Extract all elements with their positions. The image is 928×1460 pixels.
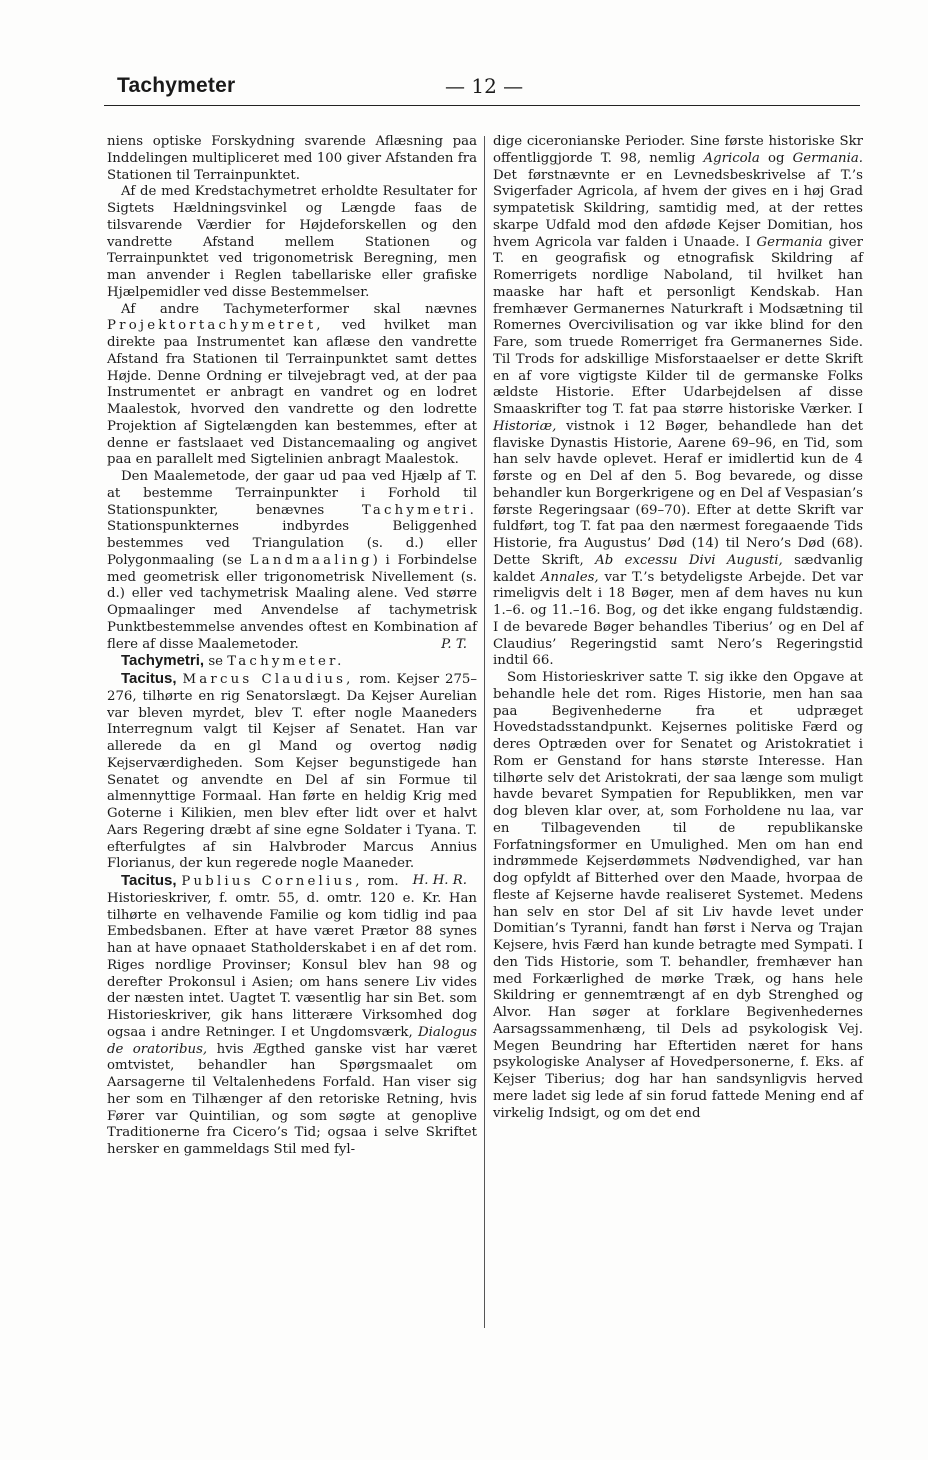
work-title: Dialogus de oratoribus,	[107, 1024, 477, 1057]
header-rule	[104, 105, 860, 106]
person-name: Marcus Claudius,	[182, 672, 354, 687]
paragraph: dige ciceronianske Perioder. Sine første historiske Skr offentliggjorde T. 98, nemlig Agricola og Germania. Det førstnævnte er en Levnedsbeskrivelse af T.’s Svigerfader Agricola, af hvem der gives en i høj Grad sympatetisk Skildring, samtidig med, at der rettes skarpe Udfald mod den afdøde Kejser Domitian, hos hvem Agricola var falden i Unaade. I Germania giver T. en geografisk og etnografisk Skildring af Romerrigets nordlige Naboland, til hvilket han maaske har haft et personligt Kendskab. Han fremhæver Germanernes Naturkraft i Modsætning til Romernes Overcivilisation og var ikke blind for den Fare, som truede Romerriget fra Germanernes Side. Til Trods for adskillige Misforstaaelser er dette Skrift en af vore vigtigste Kilder til de germanske Folks ældste Historie. Efter Udarbejdelsen af disse Smaaskrifter tog T. fat paa større historiske Værker. I Historiæ, vistnok i 12 Bøger, behandlede han det flaviske Dynastis Historie, Aarene 69–96, en Tid, som han selv havde oplevet. Heraf er imidlertid kun de 4 første og en Del af den 5. Bog bevarede, og disse behandler kun Borgerkrigene og en Del af Vespasian’s første Regeringsaar (69–70). Efter at dette Skrift var fuldført, tog T. fat paa den nærmest foregaaende Tids Historie, fra Augustus’ Død (14) til Nero’s Død (68). Dette Skrift, Ab excessu Divi Augusti, sædvanlig kaldet Annales, var T.’s betydeligste Arbejde. Det var rimeligvis delt i 18 Bøger, men af dem haves nu kun 1.–6. og 11.–16. Bog, og det ikke engang fuldstændig. I de bevarede Bøger behandles Tiberius’ og en Del af Claudius’ Regeringstid samt Nero’s Regeringstid indtil 66.	[493, 134, 864, 669]
spaced-term: Tachymetri.	[361, 502, 478, 518]
paragraph: Som Historieskriver satte T. sig ikke den Opgave at behandle hele det rom. Riges Historie, men han saa paa Begivenhederne fra et udpræget Hovedstadsstandpunkt. Kejsernes politiske Færd og deres Optræden over for Senatet og Aristokratiet i Rom er Genstand for hans største Interesse. Han tilhørte selv det Aristokrati, der saa længe som muligt havde bevaret Sympatien for Republikken, men var dog bleven klar over, at, som Forholdene nu laa, var en Tilbagevenden til de republikanske Forfatningsformer en Umulighed. Men om han end indrømmede Kejserdømmets Nødvendighed, var han dog opfyldt af Bitterhed over den Maade, hvorpaa de fleste af Kejserne havde realiseret Systemet. Medens han selv en stor Del af sit Liv havde levet under Domitian’s Tyranni, fandt han først i Nerva og Trajan Kejsere, hvis Færd han kunde betragte med Sympati. I den Tids Historie, som T. behandler, fremhæver han med Forkærlighed de mørke Træk, og hans hele Skildring er gennemtrængt af en dyb Strenghed og Alvor. Han søger at forklare Begivenhedernes Aarsagssammenhæng, til Dels ad psykologisk Vej. Megen Beundring har Eftertiden næret for hans psykologiske Analyser af Hovedpersonerne, f. Eks. af Kejser Tiberius; dog har han sandsynligvis herved mere ladet sig lede af sin forud fattede Mening end af virkelig Indsigt, og om det end	[493, 670, 863, 1121]
spaced-term: Landmaaling	[249, 552, 373, 568]
work-title: Annales,	[540, 569, 599, 585]
entry-headword: Tacitus,	[121, 872, 177, 889]
page-number: — 12 —	[445, 74, 524, 98]
work-title: Ab excessu Divi Augusti,	[595, 552, 783, 568]
left-column	[107, 134, 477, 1159]
paragraph: Af de med Kredstachymetret erholdte Resultater for Sigtets Hældningsvinkel og Længde faas de tilsvarende Værdier for Højdeforskellen og den vandrette Afstand mellem Stationen og Terrainpunktet ved trigonometrisk Beregning, men man anvender i Reglen tabellariske eller grafiske Hjælpemidler ved disse Bestemmelser.	[107, 184, 477, 300]
work-title: Agricola	[703, 150, 760, 166]
entry-tacitus-publius: Tacitus, Publius Cornelius, rom. Historieskriver, f. omtr. 55, d. omtr. 120 e. Kr. Han tilhørte en velhavende Familie og kom tidlig ind paa Embedsbanen. Efter at have været Prætor 88 synes han at have opnaaet Statholderskabet i en af det rom. Riges nordlige Provinser; Konsul blev han 98 og derefter Prokonsul i Asien; om hans senere Liv vides der næsten intet. Uagtet T. væsentlig har sin Bet. som Historieskriver, gik hans litterære Virksomhed dog ogsaa i andre Retninger. I et Ungdomsværk, Dialogus de oratoribus, hvis Ægthed ganske vist har været omtvistet, behandler han Spørgsmaalet om Aarsagerne til Veltalenhedens Forfald. Han viser sig her som en Tilhænger af den retoriske Retning, hvis Fører var Quintilian, og som søgte at genoplive Traditionerne fra Cicero’s Tid; ogsaa i selve Skriftet hersker en gammeldags Stil med fyl-	[107, 872, 478, 1157]
right-column	[493, 134, 863, 1122]
entry-tachymetri: Tachymetri, se Tachymeter.	[121, 652, 345, 670]
entry-headword: Tachymetri,	[121, 652, 205, 670]
paragraph: Af andre Tachymeterformer skal nævnes Projektortachymetret, ved hvilket man direkte paa Instrumentet kan aflæse den vandrette Afstand fra Stationen til Terrainpunktet samt dettes Højde. Denne Ordning er tilvejebragt ved, at der paa Instrumentet er anbragt en vandret og en lodret Maalestok, hvorved den vandrette og den lodrette Projektion af Sigtelængden kan bestemmes, efter at denne er fastslaaet ved Distancemaaling og angivet paa en parallelt med Sigtelinien anbragt Maalestok.	[107, 301, 477, 468]
running-head-title: Tachymeter	[117, 74, 236, 97]
author-signature: P. T.	[441, 636, 467, 652]
spaced-term: Projektortachymetret,	[107, 318, 324, 334]
author-signature: H. H. R.	[412, 873, 467, 888]
entry-headword: Tacitus,	[121, 670, 177, 687]
entry-tacitus-marcus: Tacitus, Marcus Claudius, rom. Kejser 275–276, tilhørte en rig Senatorslægt. Da Kejser Aurelian var bleven myrdet, blev T. efter nogle Maaneders Interregnum valgt til Kejser af Senatet. Han var allerede da en gl Mand og overtog nødig Kejserværdigheden. Som Kejser begunstigede han Senatet og anvendte en Del af sin Formue til almennyttige Formaal. Han førte en heldig Krig med Goterne i Kilikien, men blev efter lidt over et halvt Aars Regering dræbt af sine egne Soldater i Tyana. T. efterfulgtes af sin Halvbroder Marcus Annius Florianus, der kun regerede nogle Maaneder. H. H. R.	[107, 670, 478, 888]
paragraph: Den Maalemetode, der gaar ud paa ved Hjælp af T. at bestemme Terrainpunkter i Forhold til Stationspunkter, benævnes Tachymetri. Stationspunkternes indbyrdes Beliggenhed bestemmes ved Triangulation (s. d.) eller Polygonmaaling (se Landmaaling) i Forbindelse med geometrisk eller trigonometrisk Nivellement (s. d.) eller ved tachymetrisk Maaling alene. Ved større Opmaalinger med Anvendelse af tachymetrisk Punktbestemmelse anvendes oftest en Kombination af flere af disse Maalemetoder. P. T.	[107, 469, 478, 652]
work-title: Historiæ,	[493, 418, 557, 434]
work-title: Germania.	[792, 150, 864, 166]
person-name: Publius Cornelius,	[181, 874, 363, 889]
cross-reference: Tachymeter.	[227, 654, 345, 670]
column-divider	[484, 136, 485, 1328]
paragraph: niens optiske Forskydning svarende Aflæsning paa Inddelingen multipliceret med 100 giver Afstanden fra Stationen til Terrainpunktet.	[107, 134, 477, 183]
work-title: Germania	[756, 234, 823, 250]
